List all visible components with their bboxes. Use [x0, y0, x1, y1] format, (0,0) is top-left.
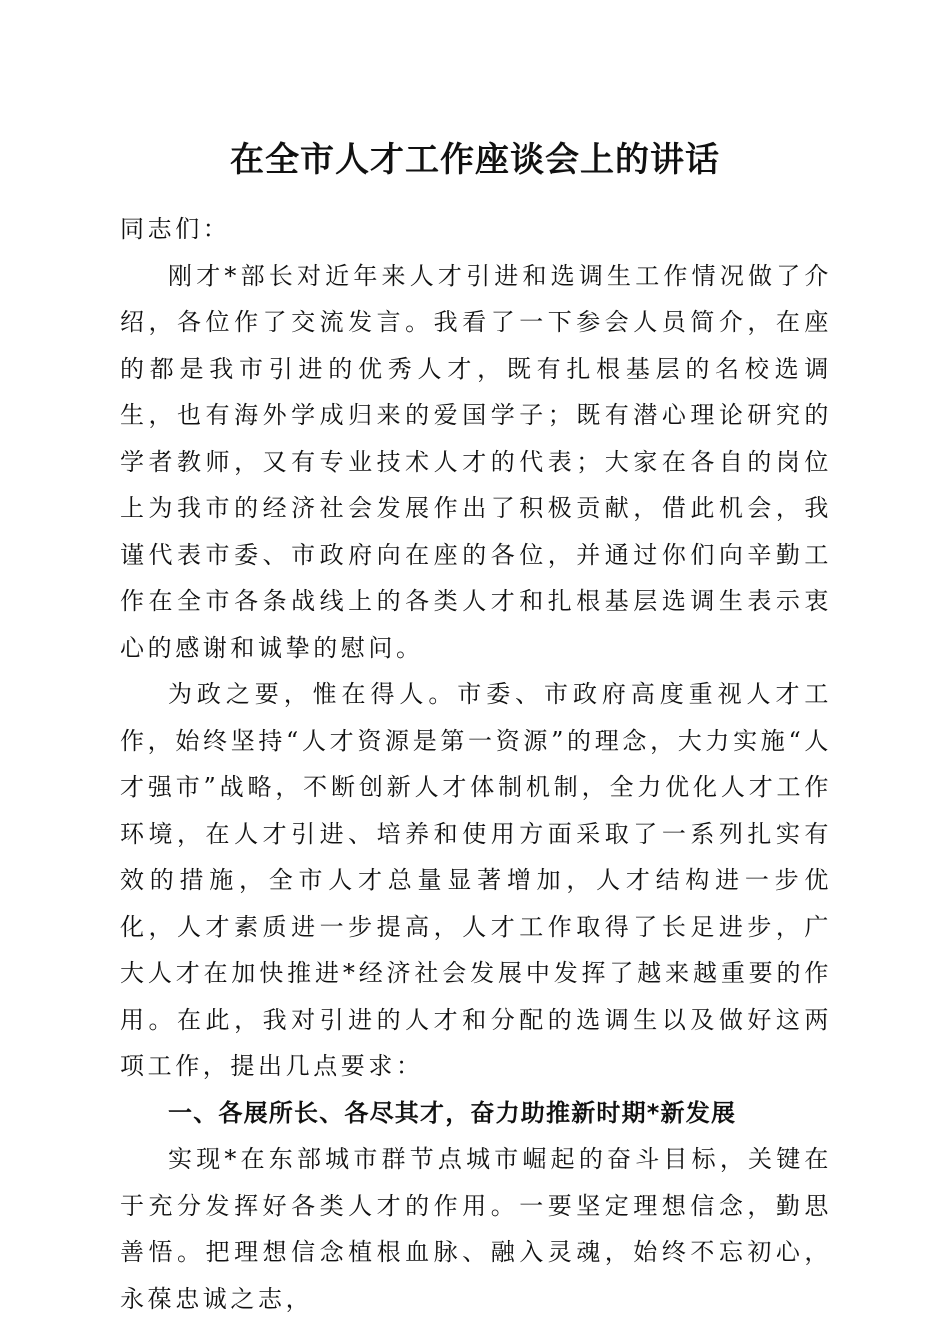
- document-body: [120, 206, 832, 1322]
- section-paragraph: 实现*在东部城市群节点城市崛起的奋斗目标，关键在于充分发挥好各类人才的作用。一要坚定理想信念，勤思善悟。把理想信念植根血脉、融入灵魂，始终不忘初心，永葆忠诚之志，: [120, 1145, 832, 1313]
- document-title: 在全市人才工作座谈会上的讲话: [230, 140, 720, 180]
- section-heading: 一、各展所长、各尽其才，奋力助推新时期*新发展: [168, 1098, 737, 1127]
- salutation: 同志们：: [120, 215, 231, 243]
- paragraph-opening: 刚才*部长对近年来人才引进和选调生工作情况做了介绍，各位作了交流发言。我看了一下参会人员简介，在座的都是我市引进的优秀人才，既有扎根基层的名校选调生，也有海外学成归来的爱国学子；既有潜心理论研究的学者教师，又有专业技术人才的代表；大家在各自的岗位上为我市的经济社会发展作出了积极贡献，借此机会，我谨代表市委、市政府向在座的各位，并通过你们向辛勤工作在全市各条战线上的各类人才和扎根基层选调生表示衷心的感谢和诚挚的慰问。: [120, 261, 832, 662]
- paragraph-talent-work: 为政之要，惟在得人。市委、市政府高度重视人才工作，始终坚持“人才资源是第一资源”的理念，大力实施“人才强市”战略，不断创新人才体制机制，全力优化人才工作环境，在人才引进、培养和使用方面采取了一系列扎实有效的措施，全市人才总量显著增加，人才结构进一步优化，人才素质进一步提高，人才工作取得了长足进步，广大人才在加快推进*经济社会发展中发挥了越来越重要的作用。在此，我对引进的人才和分配的选调生以及做好这两项工作，提出几点要求：: [120, 680, 832, 1080]
